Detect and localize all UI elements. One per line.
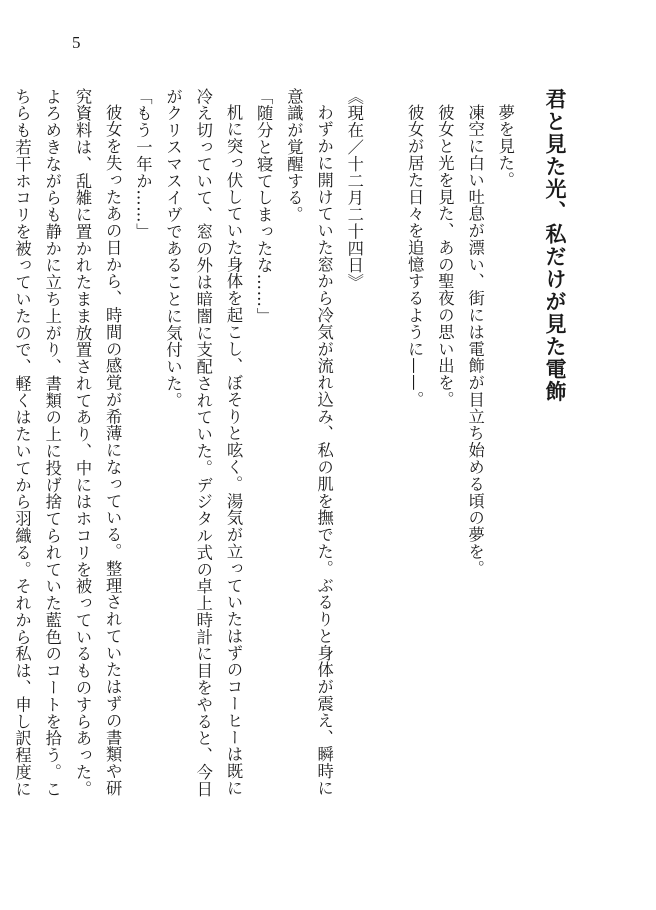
chapter-title: 君と見た光、私だけが見た電飾 [543,88,567,403]
text-line: 冷え切っていて、窓の外は暗闇に支配されていた。デジタル式の卓上時計に目をやると、今日 [193,88,213,798]
text-line: 彼女と光を見た、あの聖夜の思い出を。 [435,104,455,409]
text-line: 夢を見た。 [495,104,515,189]
text-line: 彼女が居た日々を追憶するように——。 [405,104,425,409]
text-line: 究資料は、乱雑に置かれたまま放置されてあり、中にはホコリを被っているものすらあった。 [72,88,92,798]
text-line: ちらも若干ホコリを被っていたので、軽くはたいてから羽織る。それから私は、申し訳程度に [12,88,32,798]
text-line: 《現在／十二月二十四日》 [344,88,364,291]
blank-line [369,88,399,868]
text-line: がクリスマスイヴであることに気付いた。 [163,88,183,409]
text-line: わずかに開けていた窓から冷気が流れ込み、私の肌を撫でた。ぶるりと身体が震え、瞬時に [314,104,334,797]
text-line: 彼女を失ったあの日から、時間の感覚が希薄になっている。整理されていたはずの書類や研 [103,104,123,797]
text-line: 机に突っ伏していた身体を起こし、ぼそりと呟く。湯気が立っていたはずのコーヒーは既に [223,104,243,797]
text-line: 凍空に白い吐息が漂い、街には電飾が目立ち始める頃の夢を。 [465,104,485,578]
vertical-text-block [6,88,570,868]
text-line: 「随分と寝てしまったな……」 [254,88,274,325]
text-line: よろめきながらも静かに立ち上がり、書類の上に投げ捨てられていた藍色のコートを拾う。こ [42,88,62,798]
text-line: 意識が覚醒する。 [284,88,304,224]
text-line: 「もう一年か……」 [133,88,153,240]
page-number: 5 [72,33,81,52]
